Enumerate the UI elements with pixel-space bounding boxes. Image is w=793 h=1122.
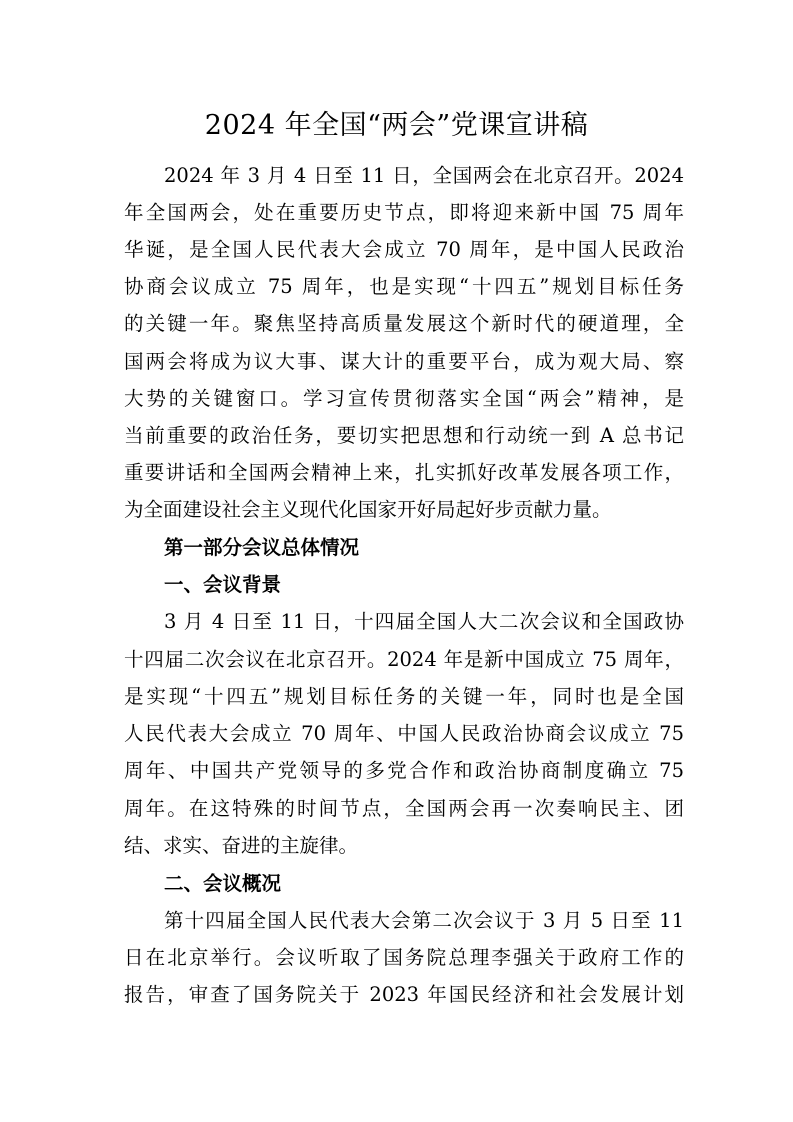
- section-2-heading: 二、会议概况: [164, 872, 282, 895]
- paragraph-2-line: 人民代表大会成立 70 周年、中国人民政治协商会议成立 75: [124, 722, 684, 745]
- part-1-heading: 第一部分会议总体情况: [164, 536, 360, 559]
- section-1-heading: 一、会议背景: [164, 573, 282, 596]
- paragraph-2-line: 周年。在这特殊的时间节点，全国两会再一次奏响民主、团: [124, 797, 684, 820]
- paragraph-1-line: 协商会议成立 75 周年，也是实现“十四五”规划目标任务: [124, 275, 684, 298]
- paragraph-2-line: 周年、中国共产党领导的多党合作和政治协商制度确立 75: [124, 759, 684, 782]
- paragraph-1-line: 当前重要的政治任务，要切实把思想和行动统一到 A 总书记: [124, 424, 684, 447]
- paragraph-1-line: 为全面建设社会主义现代化国家开好局起好步贡献力量。: [124, 498, 612, 521]
- paragraph-3-line: 报告，审查了国务院关于 2023 年国民经济和社会发展计划: [124, 983, 684, 1006]
- paragraph-2-line: 十四届二次会议在北京召开。2024 年是新中国成立 75 周年，: [124, 648, 684, 671]
- paragraph-1-line: 的关键一年。聚焦坚持高质量发展这个新时代的硬道理，全: [124, 312, 684, 335]
- paragraph-1-line: 年全国两会，处在重要历史节点，即将迎来新中国 75 周年: [124, 201, 684, 224]
- paragraph-1-line: 大势的关键窗口。学习宣传贯彻落实全国“两会”精神，是: [124, 387, 684, 410]
- paragraph-1-line: 重要讲话和全国两会精神上来，扎实抓好改革发展各项工作，: [124, 461, 684, 484]
- paragraph-3-line: 日在北京举行。会议听取了国务院总理李强关于政府工作的: [124, 946, 684, 969]
- paragraph-1-line: 国两会将成为议大事、谋大计的重要平台，成为观大局、察: [124, 350, 684, 373]
- paragraph-3-line: 第十四届全国人民代表大会第二次会议于 3 月 5 日至 11: [164, 909, 684, 932]
- paragraph-2-line: 结、求实、奋进的主旋律。: [124, 834, 359, 857]
- paragraph-1-line: 2024 年 3 月 4 日至 11 日，全国两会在北京召开。2024: [164, 164, 684, 187]
- paragraph-1-line: 华诞，是全国人民代表大会成立 70 周年，是中国人民政治: [124, 238, 684, 261]
- paragraph-2-line: 是实现“十四五”规划目标任务的关键一年，同时也是全国: [124, 685, 684, 708]
- paragraph-2-line: 3 月 4 日至 11 日，十四届全国人大二次会议和全国政协: [164, 610, 684, 633]
- document-title: 2024 年全国“两会”党课宣讲稿: [204, 110, 589, 141]
